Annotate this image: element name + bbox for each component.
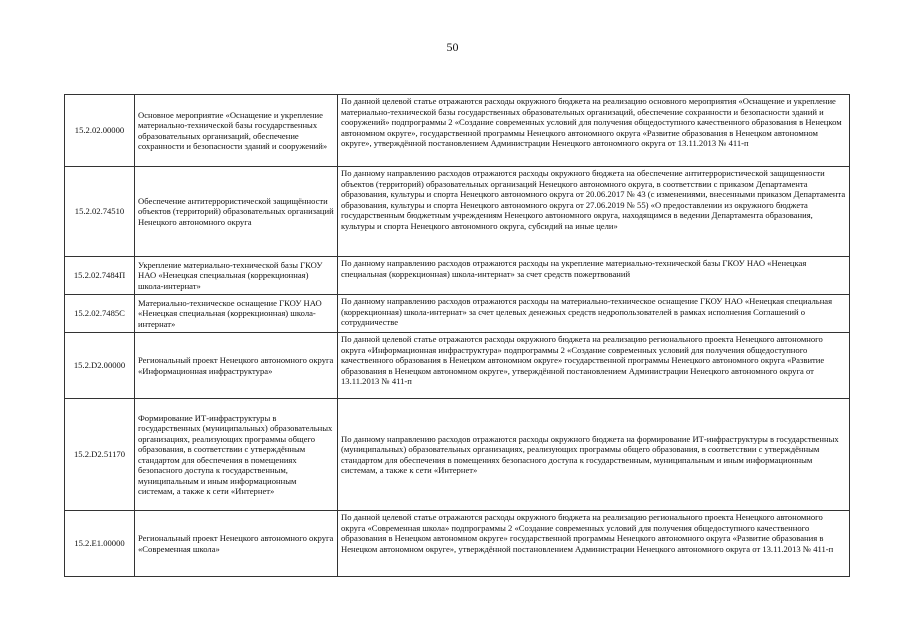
row-name: Региональный проект Ненецкого автономного округа «Современная школа»	[135, 511, 338, 577]
table-row	[65, 295, 850, 333]
row-description: По данному направлению расходов отражаются расходы на материально-техническое оснащение ГКОУ НАО «Ненецкая специальная (коррекционная) школа-интернат» за счет целевых денежных средств недропользователей в рамках исполнения Соглашений о сотрудничестве	[338, 295, 850, 333]
row-code: 15.2.D2.51170	[65, 399, 135, 511]
table-row	[65, 333, 850, 399]
row-description: По данному направлению расходов отражаются расходы окружного бюджета на обеспечение антитеррористической защищенности объектов (территорий) образовательных организаций Ненецкого автономного округа, в соответствии с приказом Департамента образования, культуры и спорта Ненецкого автономного округа от 20.06.2017 № 43 (с изменениями, внесенными приказом Департамента образования, культуры и спорта Ненецкого автономного округа от 27.06.2019 № 55) «О предоставлении из окружного бюджета государственным бюджетным учреждениям Ненецкого автономного округа, находящимся в ведении Департамента образования, культуры и спорта Ненецкого автономного округа, субсидий на иные цели»	[338, 167, 850, 257]
row-name: Материально-техническое оснащение ГКОУ НАО «Ненецкая специальная (коррекционная) школа-интернат»	[135, 295, 338, 333]
row-name: Обеспечение антитеррористической защищённости объектов (территорий) образовательных организаций Ненецкого автономного округа	[135, 167, 338, 257]
page-number: 50	[446, 40, 459, 54]
table-row	[65, 95, 850, 167]
row-name: Формирование ИТ-инфраструктуры в государственных (муниципальных) образовательных организациях, реализующих программы общего образования, в соответствии с утверждённым стандартом для обеспечения в помещениях безопасного доступа к государственным, муниципальным и иным информационным системам, а также к сети «Интернет»	[135, 399, 338, 511]
row-code: 15.2.02.7484П	[65, 257, 135, 295]
table-row	[65, 167, 850, 257]
row-description: По данному направлению расходов отражаются расходы окружного бюджета на формирование ИТ-инфраструктуры в государственных (муниципальных) образовательных организациях, реализующих программы общего образования, в соответствии с утверждённым стандартом для обеспечения в помещениях безопасного доступа к государственным, муниципальным и иным информационным системам, а также к сети «Интернет»	[338, 399, 850, 511]
row-code: 15.2.02.74510	[65, 167, 135, 257]
budget-classification-table	[64, 94, 850, 577]
row-name: Региональный проект Ненецкого автономного округа «Информационная инфраструктура»	[135, 333, 338, 399]
table-row	[65, 399, 850, 511]
row-name: Укрепление материально-технической базы ГКОУ НАО «Ненецкая специальная (коррекционная) школа-интернат»	[135, 257, 338, 295]
row-description: По данной целевой статье отражаются расходы окружного бюджета на реализацию регионального проекта Ненецкого автономного округа «Современная школа» подпрограммы 2 «Создание современных условий для получения общедоступного качественного образования в Ненецком автономном округе» государственной программы Ненецкого автономного округа «Развитие образования в Ненецком автономном округе», утверждённой постановлением Администрации Ненецкого автономного округа от 13.11.2013 № 411-п	[338, 511, 850, 577]
row-code: 15.2.02.7485С	[65, 295, 135, 333]
row-name: Основное мероприятие «Оснащение и укрепление материально-технической базы государственных образовательных организаций, обеспечение сохранности и безопасности зданий и сооружений»	[135, 95, 338, 167]
row-description: По данному направлению расходов отражаются расходы на укрепление материально-технической базы ГКОУ НАО «Ненецкая специальная (коррекционная) школа-интернат» за счет средств пожертвований	[338, 257, 850, 295]
row-code: 15.2.D2.00000	[65, 333, 135, 399]
row-code: 15.2.Е1.00000	[65, 511, 135, 577]
table-row	[65, 257, 850, 295]
row-code: 15.2.02.00000	[65, 95, 135, 167]
row-description: По данной целевой статье отражаются расходы окружного бюджета на реализацию регионального проекта Ненецкого автономного округа «Информационная инфраструктура» подпрограммы 2 «Создание современных условий для получения общедоступного качественного образования в Ненецком автономном округе» государственной программы Ненецкого автономного округа «Развитие образования в Ненецком автономном округе», утверждённой постановлением Администрации Ненецкого автономного округа от 13.11.2013 № 411-п	[338, 333, 850, 399]
table-row	[65, 511, 850, 577]
row-description: По данной целевой статье отражаются расходы окружного бюджета на реализацию основного мероприятия «Оснащение и укрепление материально-технической базы государственных образовательных организаций, обеспечение сохранности и безопасности зданий и сооружений» подпрограммы 2 «Создание современных условий для получения общедоступного качественного образования в Ненецком автономном округе», государственной программы Ненецкого автономного округа «Развитие образования в Ненецком автономном округе», утверждённой постановлением Администрации Ненецкого автономного округа от 13.11.2013 № 411-п	[338, 95, 850, 167]
